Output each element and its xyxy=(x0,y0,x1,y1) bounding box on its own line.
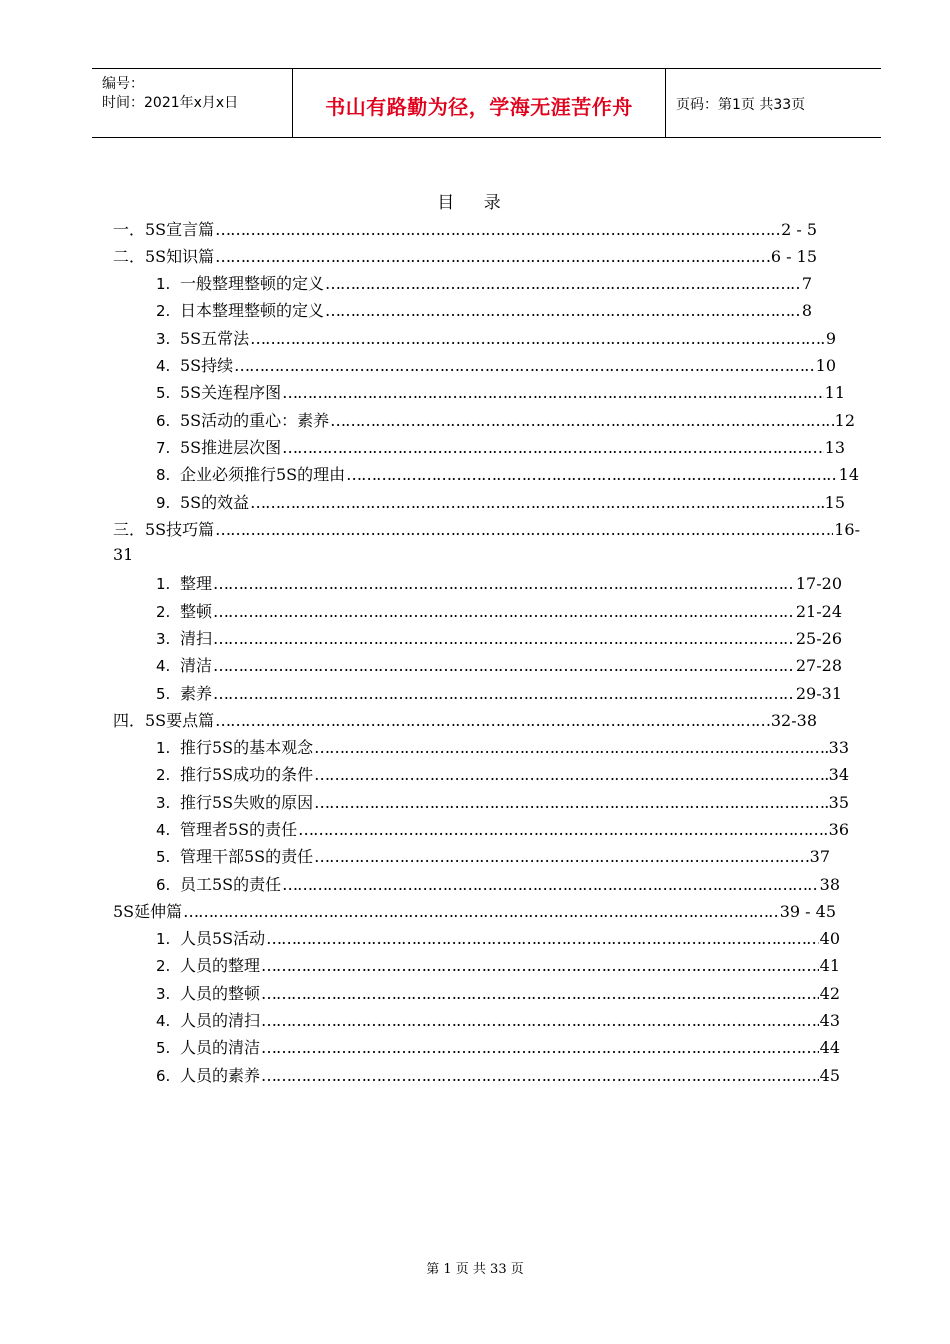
toc-entry-label: 5S的效益 xyxy=(180,493,250,512)
toc-entry-page: 14 xyxy=(838,465,859,484)
toc-entry[interactable] xyxy=(156,626,842,648)
toc-leader-dots xyxy=(213,656,795,675)
toc-entry-label: 5S关连程序图 xyxy=(180,383,282,402)
toc-entry-page: 38 xyxy=(819,875,840,894)
toc-entry[interactable] xyxy=(156,653,842,675)
toc-leader-dots xyxy=(346,465,837,484)
toc-entry[interactable] xyxy=(156,326,836,348)
toc-entry-num: 5. xyxy=(156,685,171,703)
toc-entry[interactable] xyxy=(156,271,812,293)
toc-entry[interactable] xyxy=(156,353,836,375)
toc-entry-page: 44 xyxy=(819,1038,840,1057)
toc-entry-label: 5S五常法 xyxy=(180,329,250,348)
toc-entry[interactable] xyxy=(156,926,840,948)
toc-entry[interactable] xyxy=(156,735,849,757)
toc-entry-num: 1. xyxy=(156,739,171,757)
toc-entry-page: 8 xyxy=(801,301,812,320)
toc-entry-label: 整理 xyxy=(180,574,213,593)
toc-entry-page: 40 xyxy=(819,929,840,948)
toc-leader-dots xyxy=(213,629,795,648)
toc-entry[interactable] xyxy=(113,899,836,921)
toc-entry-num: 1. xyxy=(156,575,171,593)
toc-entry-label: 推行5S成功的条件 xyxy=(180,765,314,784)
toc-leader-dots xyxy=(261,1038,819,1057)
motto: 书山有路勤为径，学海无涯苦作舟 xyxy=(325,95,633,119)
toc-leader-dots xyxy=(314,765,827,784)
toc-entry[interactable] xyxy=(113,217,817,239)
toc-entry-label: 推行5S失败的原因 xyxy=(180,793,314,812)
toc-leader-dots xyxy=(250,493,823,512)
toc-entry-label: 素养 xyxy=(180,684,213,703)
toc-entry-page: 12 xyxy=(834,411,855,430)
toc-entry-label: 管理干部5S的责任 xyxy=(180,847,314,866)
toc-entry-num: 3. xyxy=(156,630,171,648)
toc-entry-label: 四．5S要点篇 xyxy=(113,711,215,730)
toc-entry-label: 推行5S的基本观念 xyxy=(180,738,314,757)
toc-entry-num: 9. xyxy=(156,494,171,512)
toc-entry-label: 一．5S宣言篇 xyxy=(113,220,215,239)
toc-entry-label: 管理者5S的责任 xyxy=(180,820,298,839)
toc-entry-num: 6. xyxy=(156,412,171,430)
toc-leader-dots xyxy=(314,738,827,757)
toc-entry-label: 企业必须推行5S的理由 xyxy=(180,465,346,484)
toc-leader-dots xyxy=(282,438,823,457)
header-table xyxy=(92,68,881,138)
toc-entry-num: 1. xyxy=(156,930,171,948)
toc-leader-dots xyxy=(314,793,827,812)
toc-leader-dots xyxy=(325,301,801,320)
toc-entry-page: 36 xyxy=(828,820,849,839)
toc-entry-page: 45 xyxy=(819,1066,840,1085)
toc-entry-page: 42 xyxy=(819,984,840,1003)
toc-entry-page: 29-31 xyxy=(795,684,842,703)
toc-entry[interactable] xyxy=(156,1035,840,1057)
toc-entry-label: 一般整理整顿的定义 xyxy=(180,274,325,293)
toc-entry-num: 8. xyxy=(156,466,171,484)
toc-entry[interactable] xyxy=(156,380,845,402)
toc-entry-page: 7 xyxy=(801,274,812,293)
toc-entry[interactable] xyxy=(156,981,840,1003)
toc-leader-dots xyxy=(330,411,833,430)
toc-entry[interactable] xyxy=(156,298,812,320)
toc-entry[interactable] xyxy=(156,681,842,703)
toc-entry-label: 5S持续 xyxy=(180,356,234,375)
toc-leader-dots xyxy=(215,520,833,539)
toc-leader-dots xyxy=(215,220,780,239)
code-label: 编号： xyxy=(102,76,144,92)
toc-entry-label: 人员5S活动 xyxy=(180,929,266,948)
toc-entry-label: 人员的清洁 xyxy=(180,1038,261,1057)
toc-leader-dots xyxy=(250,329,825,348)
toc-entry-num: 3. xyxy=(156,794,171,812)
toc-entry-label: 三．5S技巧篇 xyxy=(113,520,215,539)
toc-entry-num: 4. xyxy=(156,357,171,375)
header-info-cell xyxy=(92,69,293,137)
toc-entry-page: 21-24 xyxy=(795,602,842,621)
toc-leader-dots xyxy=(215,711,770,730)
toc-entry-page: 35 xyxy=(828,793,849,812)
toc-leader-dots xyxy=(282,383,823,402)
toc-entry-num: 2. xyxy=(156,766,171,784)
toc-entry[interactable] xyxy=(156,1008,840,1030)
toc-entry-num: 6. xyxy=(156,1067,171,1085)
toc-entry-label: 5S活动的重心：素养 xyxy=(180,411,330,430)
toc-entry-num: 5. xyxy=(156,848,171,866)
toc-leader-dots xyxy=(215,247,770,266)
toc-entry[interactable] xyxy=(156,953,840,975)
toc-entry-page: 27-28 xyxy=(795,656,842,675)
toc-entry-label: 清洁 xyxy=(180,656,213,675)
toc-entry-num: 4. xyxy=(156,821,171,839)
toc-entry-page: 41 xyxy=(819,956,840,975)
toc-entry-label: 整顿 xyxy=(180,602,213,621)
toc-entry-page: 17-20 xyxy=(795,574,842,593)
toc-entry-page: 43 xyxy=(819,1011,840,1030)
page-label: 页码：第1页 共33页 xyxy=(676,97,806,113)
toc-leader-dots xyxy=(325,274,801,293)
toc-entry[interactable] xyxy=(156,435,845,457)
page-footer: 第 1 页 共 33 页 xyxy=(426,1262,524,1277)
toc-entry[interactable] xyxy=(156,844,830,866)
toc-entry-page-wrap: 31 xyxy=(113,545,134,564)
toc-leader-dots xyxy=(183,902,779,921)
toc-entry[interactable] xyxy=(113,244,817,266)
toc-leader-dots xyxy=(298,820,827,839)
toc-entry-page: 11 xyxy=(824,383,845,402)
toc-entry-num: 4. xyxy=(156,657,171,675)
toc-entry[interactable] xyxy=(156,762,849,784)
toc-leader-dots xyxy=(266,929,818,948)
toc-entry[interactable] xyxy=(113,708,817,730)
toc-entry-label: 员工5S的责任 xyxy=(180,875,282,894)
toc-entry-label: 清扫 xyxy=(180,629,213,648)
toc-entry-num: 5. xyxy=(156,384,171,402)
toc-leader-dots xyxy=(213,602,795,621)
toc-entry-page: 33 xyxy=(828,738,849,757)
toc-entry[interactable] xyxy=(156,817,849,839)
toc-leader-dots xyxy=(234,356,814,375)
toc-entry[interactable] xyxy=(156,1063,840,1085)
toc-entry[interactable] xyxy=(156,490,845,512)
toc-entry-num: 3. xyxy=(156,330,171,348)
toc-leader-dots xyxy=(261,956,819,975)
toc-entry-page: 34 xyxy=(828,765,849,784)
toc-entry-page: 32-38 xyxy=(770,711,817,730)
time-label: 时间：2021年x月x日 xyxy=(102,95,239,111)
toc-entry[interactable] xyxy=(156,599,842,621)
toc-title: 目 录 xyxy=(437,193,513,213)
toc-entry-num: 6. xyxy=(156,876,171,894)
toc-entry[interactable] xyxy=(113,517,860,539)
toc-entry[interactable] xyxy=(156,408,855,430)
toc-entry-page: 25-26 xyxy=(795,629,842,648)
toc-entry-label: 人员的素养 xyxy=(180,1066,261,1085)
toc-entry-label: 人员的整理 xyxy=(180,956,261,975)
toc-entry-num: 1. xyxy=(156,275,171,293)
toc-entry-num: 4. xyxy=(156,1012,171,1030)
toc-leader-dots xyxy=(261,984,819,1003)
toc-entry-page: 10 xyxy=(815,356,836,375)
toc-entry-num: 2. xyxy=(156,302,171,320)
toc-entry-page: 16- xyxy=(834,520,860,539)
toc-leader-dots xyxy=(213,684,795,703)
toc-entry-num: 3. xyxy=(156,985,171,1003)
toc-entry-page: 9 xyxy=(825,329,836,348)
toc-entry-page: 39 - 45 xyxy=(779,902,836,921)
toc-entry[interactable] xyxy=(156,872,840,894)
toc-entry[interactable] xyxy=(156,571,842,593)
toc-leader-dots xyxy=(261,1066,819,1085)
toc-leader-dots xyxy=(314,847,808,866)
toc-entry-page: 6 - 15 xyxy=(770,247,817,266)
toc-entry[interactable] xyxy=(156,462,859,484)
toc-leader-dots xyxy=(261,1011,819,1030)
toc-entry-page: 2 - 5 xyxy=(781,220,817,239)
toc-entry-page: 37 xyxy=(809,847,830,866)
toc-leader-dots xyxy=(282,875,818,894)
toc-entry-num: 2. xyxy=(156,603,171,621)
toc-entry-label: 5S延伸篇 xyxy=(113,902,183,921)
header-page-cell xyxy=(666,69,881,137)
toc-entry-page: 15 xyxy=(824,493,845,512)
toc-entry-num: 5. xyxy=(156,1039,171,1057)
toc-entry-label: 二．5S知识篇 xyxy=(113,247,215,266)
toc-leader-dots xyxy=(213,574,795,593)
toc-entry-page: 13 xyxy=(824,438,845,457)
toc-entry-label: 人员的整顿 xyxy=(180,984,261,1003)
header-motto-cell xyxy=(293,69,666,137)
toc-entry[interactable] xyxy=(156,790,849,812)
toc-entry-num: 2. xyxy=(156,957,171,975)
toc-entry-label: 日本整理整顿的定义 xyxy=(180,301,325,320)
toc-entry-label: 人员的清扫 xyxy=(180,1011,261,1030)
toc-entry-label: 5S推进层次图 xyxy=(180,438,282,457)
toc-entry-num: 7. xyxy=(156,439,171,457)
